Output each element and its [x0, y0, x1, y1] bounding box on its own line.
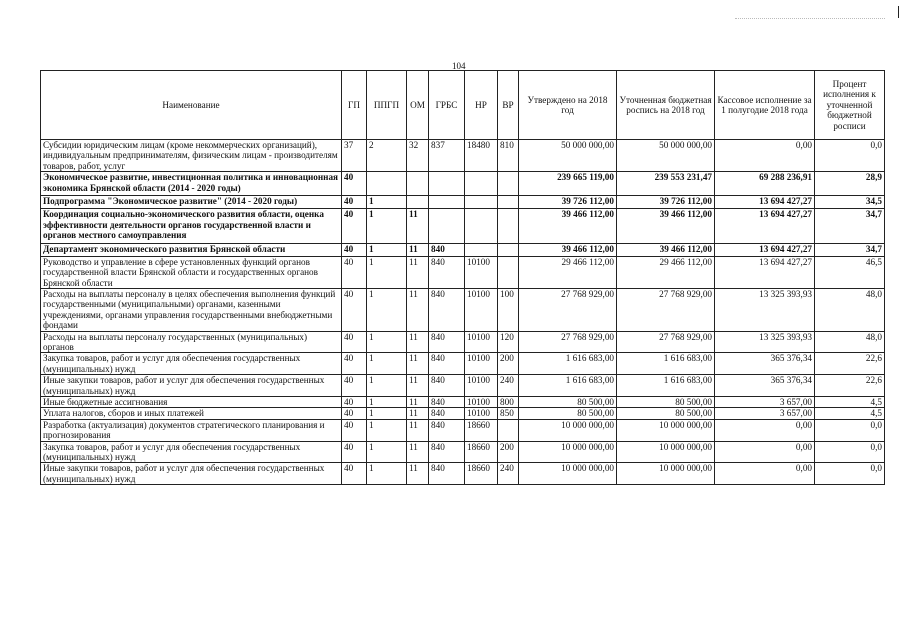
cell-gp: 40 — [342, 331, 367, 353]
cell-approved: 50 000 000,00 — [519, 140, 617, 172]
table-row — [41, 375, 885, 397]
table-row — [41, 140, 885, 172]
cell-name: Иные закупки товаров, работ и услуг для обеспечения государственных (муниципальных) нужд — [41, 375, 342, 397]
cell-grbs: 840 — [429, 289, 465, 332]
cell-grbs: 840 — [429, 396, 465, 407]
cell-grbs — [429, 209, 465, 243]
cell-cash: 13 694 427,27 — [715, 243, 815, 256]
cell-percent: 34,7 — [815, 209, 885, 243]
cell-approved: 39 466 112,00 — [519, 243, 617, 256]
cell-np: 10100 — [465, 256, 498, 288]
header-row — [41, 71, 885, 140]
cell-vr — [498, 195, 519, 208]
cell-gp: 40 — [342, 195, 367, 208]
cell-refined: 10 000 000,00 — [617, 419, 715, 441]
cell-om: 11 — [407, 419, 429, 441]
cell-gp: 40 — [342, 172, 367, 196]
table-row — [41, 331, 885, 353]
cell-refined: 27 768 929,00 — [617, 331, 715, 353]
cell-vr — [498, 243, 519, 256]
cell-approved: 29 466 112,00 — [519, 256, 617, 288]
cell-cash: 0,00 — [715, 419, 815, 441]
cell-gp: 40 — [342, 375, 367, 397]
col-header-om: ОМ — [407, 71, 429, 140]
cell-cash: 3 657,00 — [715, 408, 815, 419]
cell-grbs — [429, 172, 465, 196]
cell-vr — [498, 256, 519, 288]
cell-refined: 27 768 929,00 — [617, 289, 715, 332]
cell-ppgp: 1 — [367, 419, 407, 441]
cell-refined: 39 466 112,00 — [617, 209, 715, 243]
cell-cash: 13 325 393,93 — [715, 331, 815, 353]
cell-grbs: 840 — [429, 441, 465, 463]
cell-om: 11 — [407, 209, 429, 243]
table-row — [41, 419, 885, 441]
cell-vr: 200 — [498, 353, 519, 375]
cell-grbs — [429, 195, 465, 208]
cell-om: 11 — [407, 441, 429, 463]
cell-refined: 239 553 231,47 — [617, 172, 715, 196]
cell-ppgp: 1 — [367, 353, 407, 375]
cell-om: 11 — [407, 396, 429, 407]
cell-np: 18660 — [465, 419, 498, 441]
cell-percent: 48,0 — [815, 289, 885, 332]
table-row — [41, 408, 885, 419]
cell-ppgp: 1 — [367, 375, 407, 397]
cell-name: Экономическое развитие, инвестиционная политика и инновационная экономика Брянской области (2014 - 2020 годы) — [41, 172, 342, 196]
cell-grbs: 840 — [429, 375, 465, 397]
table-row — [41, 463, 885, 485]
cell-approved: 239 665 119,00 — [519, 172, 617, 196]
cell-ppgp: 1 — [367, 209, 407, 243]
cell-gp: 40 — [342, 289, 367, 332]
table-row — [41, 289, 885, 332]
cell-np: 18660 — [465, 441, 498, 463]
cell-cash: 13 694 427,27 — [715, 195, 815, 208]
cell-ppgp: 2 — [367, 140, 407, 172]
col-header-gp: ГП — [342, 71, 367, 140]
cell-gp: 40 — [342, 243, 367, 256]
margin-mark — [898, 6, 899, 18]
cell-ppgp: 1 — [367, 408, 407, 419]
cell-approved: 80 500,00 — [519, 408, 617, 419]
table-row — [41, 256, 885, 288]
col-header-approved: Утверждено на 2018 год — [519, 71, 617, 140]
cell-name: Руководство и управление в сфере установленных функций органов государственной власти Брянской области и государственных органов Брянской области — [41, 256, 342, 288]
cell-percent: 22,6 — [815, 375, 885, 397]
cell-om: 32 — [407, 140, 429, 172]
cell-om: 11 — [407, 256, 429, 288]
cell-percent: 46,5 — [815, 256, 885, 288]
cell-approved: 10 000 000,00 — [519, 419, 617, 441]
table-row — [41, 396, 885, 407]
cell-vr: 100 — [498, 289, 519, 332]
cell-grbs: 840 — [429, 419, 465, 441]
cell-om: 11 — [407, 463, 429, 485]
cell-vr — [498, 419, 519, 441]
cell-np: 18660 — [465, 463, 498, 485]
cell-ppgp: 1 — [367, 195, 407, 208]
cell-gp: 40 — [342, 441, 367, 463]
cell-ppgp: 1 — [367, 441, 407, 463]
cell-om: 11 — [407, 289, 429, 332]
cell-np: 10100 — [465, 396, 498, 407]
cell-om: 11 — [407, 353, 429, 375]
cell-vr — [498, 172, 519, 196]
table-header — [41, 71, 885, 140]
cell-np — [465, 209, 498, 243]
cell-percent: 34,7 — [815, 243, 885, 256]
cell-om — [407, 172, 429, 196]
cell-grbs: 840 — [429, 256, 465, 288]
cell-np: 10100 — [465, 289, 498, 332]
cell-percent: 0,0 — [815, 463, 885, 485]
cell-percent: 34,5 — [815, 195, 885, 208]
cell-refined: 39 726 112,00 — [617, 195, 715, 208]
cell-grbs: 840 — [429, 463, 465, 485]
cell-name: Разработка (актуализация) документов стратегического планирования и прогнозирования — [41, 419, 342, 441]
cell-ppgp: 1 — [367, 463, 407, 485]
cell-ppgp: 1 — [367, 243, 407, 256]
cell-cash: 365 376,34 — [715, 375, 815, 397]
cell-grbs: 840 — [429, 408, 465, 419]
cell-name: Департамент экономического развития Брянской области — [41, 243, 342, 256]
cell-percent: 22,6 — [815, 353, 885, 375]
cell-cash: 69 288 236,91 — [715, 172, 815, 196]
cell-name: Подпрограмма "Экономическое развитие" (2014 - 2020 годы) — [41, 195, 342, 208]
cell-vr — [498, 209, 519, 243]
table-row — [41, 353, 885, 375]
cell-np: 18480 — [465, 140, 498, 172]
cell-percent: 0,0 — [815, 419, 885, 441]
cell-name: Координация социально-экономического развития области, оценка эффективности деятельности органов государственной власти и органов местного самоуправления — [41, 209, 342, 243]
cell-percent: 4,5 — [815, 396, 885, 407]
col-header-vr: ВР — [498, 71, 519, 140]
cell-om: 11 — [407, 331, 429, 353]
cell-vr: 850 — [498, 408, 519, 419]
cell-refined: 39 466 112,00 — [617, 243, 715, 256]
col-header-ppgp: ППГП — [367, 71, 407, 140]
cell-name: Закупка товаров, работ и услуг для обеспечения государственных (муниципальных) нужд — [41, 353, 342, 375]
cell-percent: 48,0 — [815, 331, 885, 353]
cell-gp: 40 — [342, 209, 367, 243]
cell-cash: 0,00 — [715, 463, 815, 485]
budget-execution-table — [40, 70, 885, 485]
cell-cash: 365 376,34 — [715, 353, 815, 375]
cell-ppgp: 1 — [367, 396, 407, 407]
cell-vr: 810 — [498, 140, 519, 172]
cell-gp: 40 — [342, 256, 367, 288]
cell-cash: 0,00 — [715, 441, 815, 463]
cell-ppgp: 1 — [367, 256, 407, 288]
cell-vr: 240 — [498, 463, 519, 485]
col-header-np: НР — [465, 71, 498, 140]
cell-vr: 200 — [498, 441, 519, 463]
cell-np — [465, 195, 498, 208]
cell-cash: 13 325 393,93 — [715, 289, 815, 332]
cell-vr: 120 — [498, 331, 519, 353]
table-row — [41, 441, 885, 463]
cell-grbs: 840 — [429, 243, 465, 256]
cell-refined: 1 616 683,00 — [617, 353, 715, 375]
top-dotted-rule — [735, 18, 885, 19]
cell-percent: 0,0 — [815, 441, 885, 463]
cell-refined: 10 000 000,00 — [617, 463, 715, 485]
cell-name: Расходы на выплаты персоналу государственных (муниципальных) органов — [41, 331, 342, 353]
cell-percent: 28,9 — [815, 172, 885, 196]
cell-approved: 27 768 929,00 — [519, 331, 617, 353]
cell-vr: 800 — [498, 396, 519, 407]
cell-refined: 1 616 683,00 — [617, 375, 715, 397]
cell-gp: 40 — [342, 396, 367, 407]
cell-refined: 29 466 112,00 — [617, 256, 715, 288]
cell-om: 11 — [407, 243, 429, 256]
cell-cash: 13 694 427,27 — [715, 209, 815, 243]
cell-approved: 39 726 112,00 — [519, 195, 617, 208]
cell-gp: 40 — [342, 353, 367, 375]
cell-cash: 3 657,00 — [715, 396, 815, 407]
cell-ppgp: 1 — [367, 289, 407, 332]
cell-refined: 80 500,00 — [617, 408, 715, 419]
table-row — [41, 195, 885, 208]
table-row — [41, 172, 885, 196]
cell-grbs: 840 — [429, 331, 465, 353]
cell-np: 10100 — [465, 375, 498, 397]
cell-refined: 80 500,00 — [617, 396, 715, 407]
cell-gp: 40 — [342, 419, 367, 441]
cell-approved: 27 768 929,00 — [519, 289, 617, 332]
cell-cash: 13 694 427,27 — [715, 256, 815, 288]
cell-approved: 1 616 683,00 — [519, 353, 617, 375]
cell-cash: 0,00 — [715, 140, 815, 172]
cell-approved: 10 000 000,00 — [519, 441, 617, 463]
col-header-cash: Кассовое исполнение за 1 полугодие 2018 года — [715, 71, 815, 140]
cell-percent: 0,0 — [815, 140, 885, 172]
table-body — [41, 140, 885, 485]
cell-name: Иные бюджетные ассигнования — [41, 396, 342, 407]
cell-np — [465, 243, 498, 256]
cell-name: Уплата налогов, сборов и иных платежей — [41, 408, 342, 419]
cell-refined: 10 000 000,00 — [617, 441, 715, 463]
table-row — [41, 209, 885, 243]
cell-percent: 4,5 — [815, 408, 885, 419]
cell-grbs: 837 — [429, 140, 465, 172]
col-header-grbs: ГРБС — [429, 71, 465, 140]
cell-gp: 40 — [342, 463, 367, 485]
col-header-name: Наименование — [41, 71, 342, 140]
cell-np: 10100 — [465, 408, 498, 419]
cell-name: Закупка товаров, работ и услуг для обеспечения государственных (муниципальных) нужд — [41, 441, 342, 463]
cell-np: 10100 — [465, 353, 498, 375]
cell-gp: 37 — [342, 140, 367, 172]
cell-name: Иные закупки товаров, работ и услуг для обеспечения государственных (муниципальных) нужд — [41, 463, 342, 485]
cell-np: 10100 — [465, 331, 498, 353]
cell-np — [465, 172, 498, 196]
cell-om: 11 — [407, 375, 429, 397]
cell-gp: 40 — [342, 408, 367, 419]
cell-approved: 1 616 683,00 — [519, 375, 617, 397]
page-number: 104 — [452, 61, 466, 71]
cell-om: 11 — [407, 408, 429, 419]
cell-ppgp — [367, 172, 407, 196]
col-header-refined: Уточненная бюджетная роспись на 2018 год — [617, 71, 715, 140]
col-header-percent: Процент исполнения к уточненной бюджетной росписи — [815, 71, 885, 140]
cell-approved: 39 466 112,00 — [519, 209, 617, 243]
cell-approved: 10 000 000,00 — [519, 463, 617, 485]
cell-grbs: 840 — [429, 353, 465, 375]
table-row — [41, 243, 885, 256]
cell-approved: 80 500,00 — [519, 396, 617, 407]
cell-ppgp: 1 — [367, 331, 407, 353]
cell-name: Расходы на выплаты персоналу в целях обеспечения выполнения функций государственными (муниципальными) органами, казенными учреждениями, органами управления государственными внебюджетными фондами — [41, 289, 342, 332]
cell-name: Субсидии юридическим лицам (кроме некоммерческих организаций), индивидуальным предпринимателям, физическим лицам - производителям товаров, работ, услуг — [41, 140, 342, 172]
cell-vr: 240 — [498, 375, 519, 397]
cell-refined: 50 000 000,00 — [617, 140, 715, 172]
cell-om — [407, 195, 429, 208]
